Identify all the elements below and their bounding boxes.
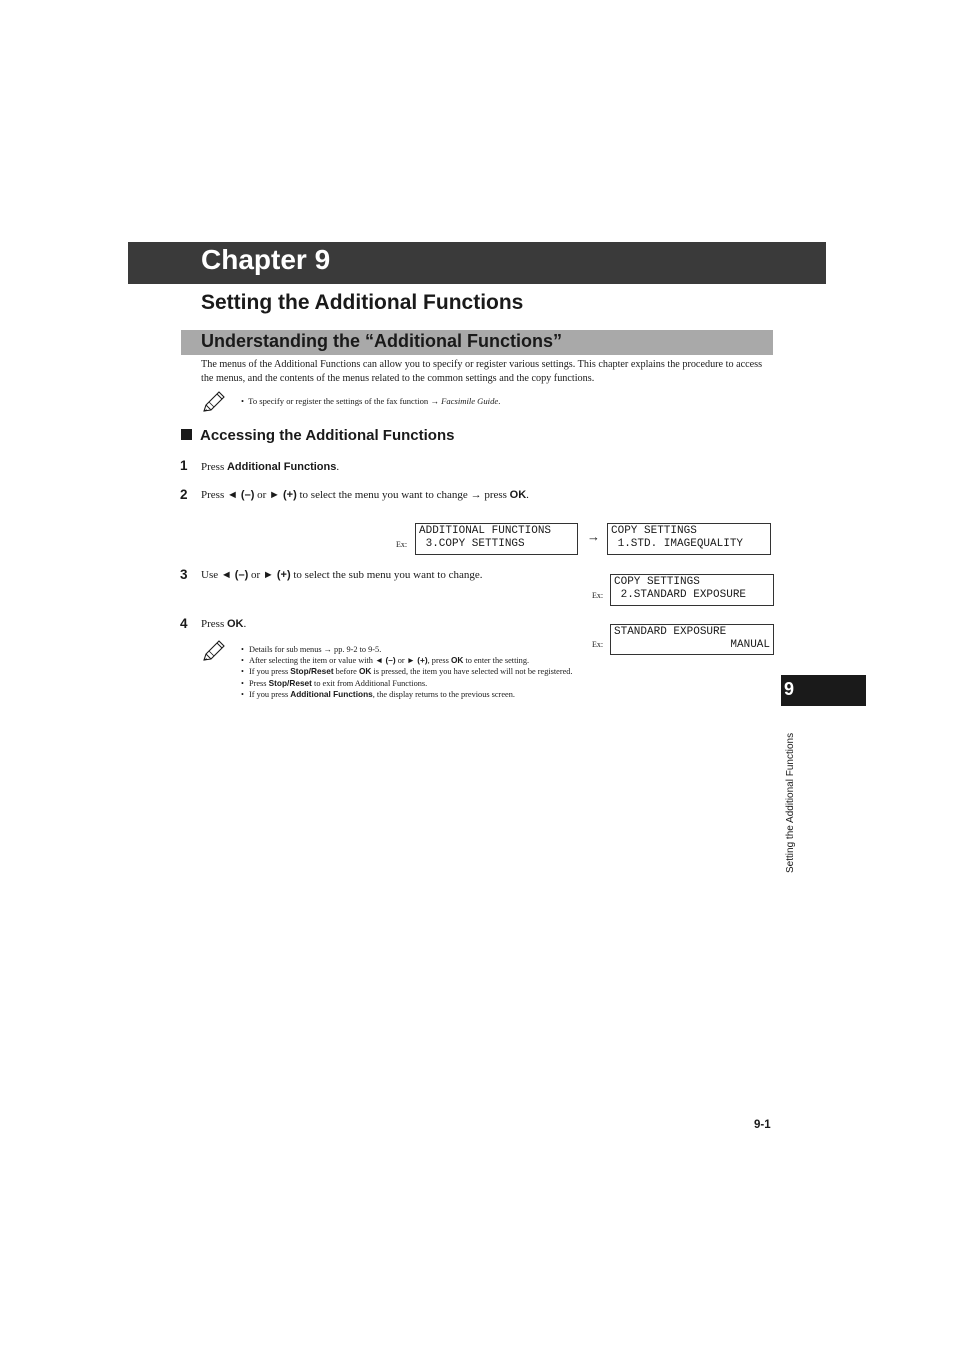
key-left-minus: ◄ (–) — [220, 569, 249, 581]
key-additional-functions: Additional Functions — [290, 688, 373, 699]
example-label: Ex: — [396, 540, 408, 549]
key-right-plus: ► (+) — [262, 569, 291, 581]
note-end: . — [498, 396, 501, 406]
page-reference: pp. 9-2 to 9-5. — [331, 645, 382, 654]
step-number: 1 — [180, 458, 188, 473]
notes-list — [241, 644, 581, 700]
step-number: 3 — [180, 567, 188, 582]
lcd-line-2: 2.STANDARD EXPOSURE — [614, 589, 747, 601]
square-bullet-icon — [181, 429, 192, 440]
step-text-pre: Press — [201, 618, 227, 630]
note-text: , the display returns to the previous screen. — [372, 689, 515, 699]
note-reference: Facsimile Guide — [441, 396, 499, 406]
lcd-display-copy-settings-2 — [610, 574, 774, 606]
lcd-line-2: 3.COPY SETTINGS — [419, 538, 525, 550]
key-ok: OK — [358, 666, 372, 677]
subsection-title: Understanding the “Additional Functions” — [201, 331, 562, 351]
note-text: to exit from Additional Functions. — [311, 678, 428, 688]
lcd-display-copy-settings-1 — [607, 523, 771, 555]
step-text-pre: Press — [201, 461, 227, 473]
step-text-post: . — [243, 618, 247, 630]
key-right-plus: ► (+) — [269, 489, 297, 501]
accessing-heading-text: Accessing the Additional Functions — [200, 427, 455, 444]
example-label: Ex: — [592, 640, 604, 649]
list-item — [241, 678, 581, 689]
note-text: After selecting the item or value with — [249, 656, 376, 666]
step-text-or: or — [254, 489, 270, 501]
arrow-icon: → — [430, 396, 439, 406]
note-text: to enter the setting. — [463, 656, 530, 666]
note-text: , press — [427, 656, 451, 666]
lcd-line-2: MANUAL — [730, 639, 770, 651]
step-text-pre: Use — [201, 569, 221, 581]
key-ok: OK — [509, 489, 527, 501]
note-text: To specify or register the settings of the fax function — [248, 396, 429, 406]
lcd-line-1: COPY SETTINGS — [611, 525, 697, 537]
list-item — [241, 655, 581, 666]
pencil-note-icon — [201, 639, 227, 663]
key-additional-functions: Additional Functions — [226, 461, 337, 473]
lcd-display-standard-exposure — [610, 624, 774, 655]
note-text: If you press — [249, 689, 291, 699]
section-title: Setting the Additional Functions — [201, 291, 524, 314]
note-text: is pressed, the item you have selected will not be registered. — [371, 667, 573, 677]
step-number: 2 — [180, 487, 188, 502]
step-text-post: . — [526, 489, 529, 501]
step-3-text — [201, 569, 482, 581]
lcd-display-additional-functions — [415, 523, 578, 555]
list-item — [241, 644, 581, 655]
note-text: If you press — [249, 667, 291, 677]
note-text: Details for sub menus — [249, 645, 324, 654]
step-text-or: or — [248, 569, 263, 581]
key-left-minus: ◄ (–) — [226, 489, 255, 501]
accessing-heading — [181, 427, 454, 444]
lcd-line-1: COPY SETTINGS — [614, 576, 700, 588]
step-2-text — [201, 489, 529, 501]
key-stop-reset: Stop/Reset — [268, 677, 312, 688]
lcd-line-2: 1.STD. IMAGEQUALITY — [611, 538, 744, 550]
chapter-side-label: Setting the Additional Functions — [785, 732, 796, 873]
list-item — [241, 666, 581, 677]
arrow-icon: → — [470, 489, 482, 501]
list-item — [241, 689, 581, 700]
example-label: Ex: — [592, 591, 604, 600]
key-stop-reset: Stop/Reset — [290, 666, 334, 677]
note-text: Press — [249, 678, 269, 688]
arrow-icon: → — [323, 645, 332, 654]
step-number: 4 — [180, 616, 188, 631]
step-1-text — [201, 461, 339, 473]
key-right-plus: ► (+) — [406, 655, 428, 666]
lcd-line-1: STANDARD EXPOSURE — [614, 626, 727, 638]
page-number: 9-1 — [754, 1119, 771, 1131]
note-fax-settings — [241, 396, 500, 407]
arrow-icon: → — [587, 529, 600, 544]
note-text: or — [395, 656, 407, 666]
lcd-line-1: ADDITIONAL FUNCTIONS — [419, 525, 552, 537]
chapter-title: Chapter 9 — [201, 244, 331, 275]
key-ok: OK — [226, 618, 244, 630]
step-text-post: to select the sub menu you want to change. — [290, 569, 483, 581]
note-text: before — [333, 667, 359, 677]
step-text-post: . — [336, 461, 340, 473]
key-ok: OK — [450, 655, 464, 666]
key-left-minus: ◄ (–) — [375, 655, 396, 666]
pencil-note-icon — [201, 390, 227, 414]
step-text-pre: Press — [201, 489, 227, 501]
step-text-mid: to select the menu you want to change — [296, 489, 471, 501]
intro-paragraph: The menus of the Additional Functions can allow you to specify or register various settings. This chapter explains the procedure to access the menus, and the contents of the menus related to the common settings and the copy functions. — [201, 359, 763, 384]
chapter-tab-number: 9 — [784, 679, 795, 699]
step-text-press: press — [481, 489, 510, 501]
step-4-text — [201, 618, 246, 630]
bullet: • — [241, 396, 245, 406]
